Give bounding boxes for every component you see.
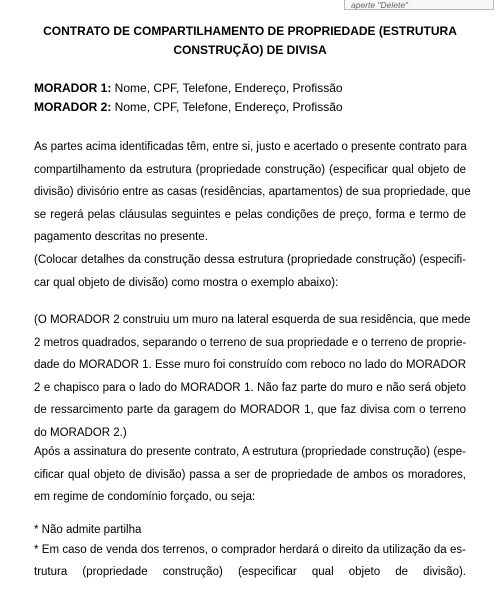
text-line: em regime de condomínio forçado, ou seja: xyxy=(34,491,256,503)
party-label: MORADOR 1: xyxy=(34,81,112,95)
text-line: se regerá pelas cláusulas seguintes e pelas condições de preço, forma e termo de xyxy=(34,208,466,221)
text-line: (Colocar detalhes da construção dessa estrutura (propriedade construção) (especifi- xyxy=(34,254,466,266)
party-morador-1 xyxy=(34,79,466,98)
delete-hint-tooltip: aperte "Delete" xyxy=(344,0,494,10)
text-line: cificar qual objeto de divisão) passa a ser de propriedade de ambos os moradores, xyxy=(34,468,466,481)
text-line: car qual objeto de divisão) como mostra o exemplo abaixo): xyxy=(34,276,339,289)
text-line: As partes acima identificadas têm, entre si, justo e acertado o presente contrato para xyxy=(34,141,467,153)
text-line: pagamento descritas no presente. xyxy=(34,231,208,243)
paragraph-instructions xyxy=(34,249,466,294)
conditions-list xyxy=(34,521,466,584)
list-item: * Em caso de venda dos terrenos, o comprador herdará o direito da utilização da es- xyxy=(34,544,466,556)
party-morador-2 xyxy=(34,98,466,117)
text-line: divisão) divisório entre as casas (residências, apartamentos) de sua propriedade, que xyxy=(34,186,471,198)
paragraph-ownership xyxy=(34,441,466,509)
text-line: Após a assinatura do presente contrato, A estrutura (propriedade construção) (espe- xyxy=(34,446,466,458)
text-line: do MORADOR 2.) xyxy=(34,426,127,439)
paragraph-example xyxy=(34,309,471,444)
list-item: * Não admite partilha xyxy=(34,524,142,536)
party-fields: Nome, CPF, Telefone, Endereço, Profissão xyxy=(111,81,343,95)
contract-title xyxy=(34,22,466,60)
text-line: (O MORADOR 2 construiu um muro na lateral esquerda de sua residência, que mede xyxy=(34,314,471,326)
party-fields: Nome, CPF, Telefone, Endereço, Profissão xyxy=(111,100,343,114)
contract-title-line: CONTRATO DE COMPARTILHAMENTO DE PROPRIEDADE (ESTRUTURA xyxy=(43,24,457,38)
paragraph-intro xyxy=(34,136,471,249)
text-line: compartilhamento da estrutura (propriedade construção) (especificar qual objeto de xyxy=(34,163,466,176)
text-line: 2 e chapisco para o lado do MORADOR 1. Não faz parte do muro e não será objeto xyxy=(34,381,466,394)
list-item: trutura (propriedade construção) (especificar qual objeto de divisão). xyxy=(34,566,466,578)
party-label: MORADOR 2: xyxy=(34,100,112,114)
text-line: dade do MORADOR 1. Esse muro foi construído com reboco no lado do MORADOR xyxy=(34,359,466,371)
contract-title-line: CONSTRUÇÃO) DE DIVISA xyxy=(173,43,327,57)
text-line: de ressarcimento parte da garagem do MORADOR 1, que faz divisa com o terreno xyxy=(34,404,466,416)
text-line: 2 metros quadrados, separando o terreno de sua propriedade e o terreno de proprie- xyxy=(34,336,467,349)
